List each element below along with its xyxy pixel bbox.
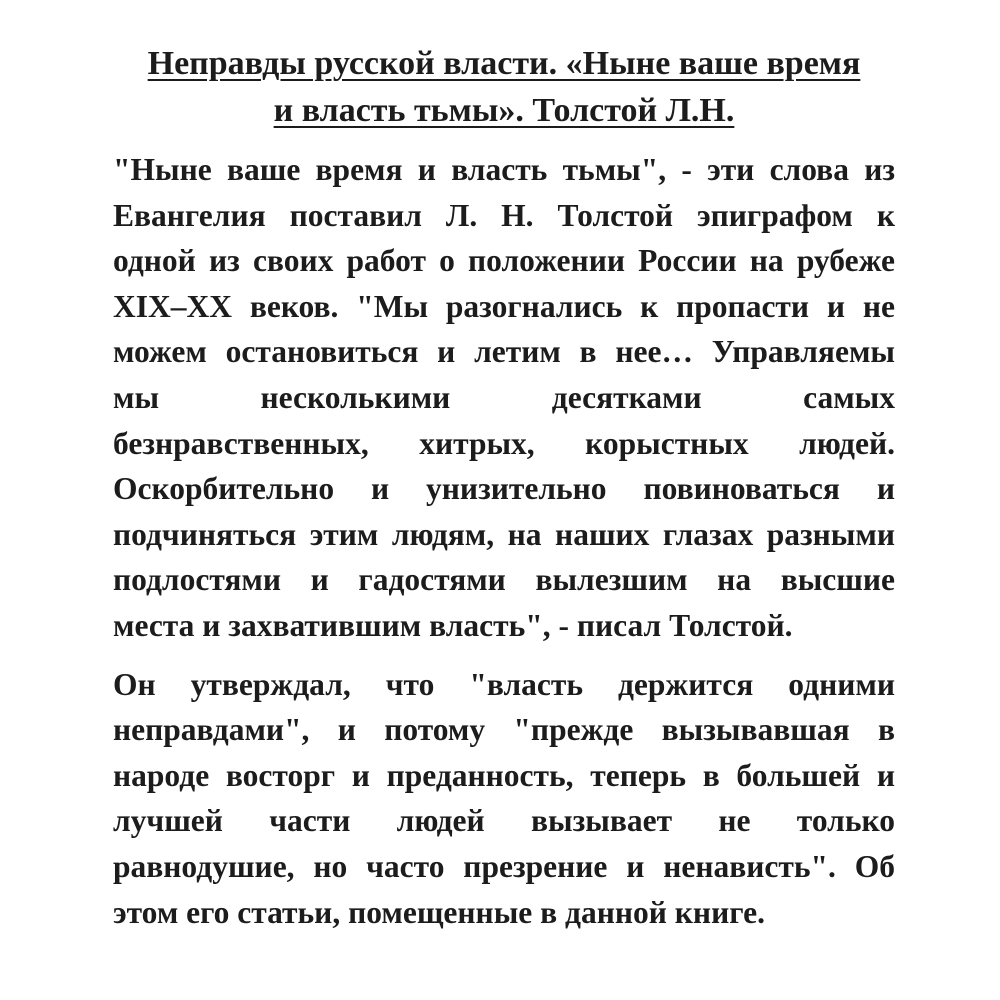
text-line: Евангелия поставил Л. Н. Толстой эпиграфом к: [113, 197, 895, 233]
title-line: Неправды русской власти. «Ныне ваше время: [147, 45, 861, 82]
text-line: одной из своих работ о положении России на рубеже: [113, 243, 895, 279]
text-line: Он утверждал, что "власть держится одними: [113, 666, 895, 702]
text-line: "Ныне ваше время и власть тьмы", - эти слова из: [113, 152, 895, 187]
text-line: можем остановиться и летим в нее… Управляемы: [113, 334, 895, 370]
text-line: подлостями и гадостями вылезшим на высшие: [113, 562, 895, 598]
paragraph-commentary: [113, 662, 895, 936]
text-line: безнравственных, хитрых, корыстных людей.: [113, 425, 895, 461]
document-title: [113, 40, 895, 134]
text-line: Оскорбительно и унизительно повиноваться и: [113, 471, 895, 507]
text-line: XIX–XX веков. "Мы разогнались к пропасти и не: [113, 288, 895, 324]
text-line: народе восторг и преданность, теперь в большей и: [113, 757, 895, 793]
text-line: этом его статьи, помещенные в данной книге.: [113, 894, 765, 930]
text-line: подчиняться этим людям, на наших глазах разными: [113, 516, 895, 552]
text-line: лучшей части людей вызывает не только: [113, 803, 895, 839]
paragraph-quote: [113, 147, 895, 649]
text-line: неправдами", и потому "прежде вызывавшая в: [113, 712, 895, 748]
text-line: мы несколькими десятками самых: [113, 379, 895, 415]
title-line: и власть тьмы». Толстой Л.Н.: [273, 92, 735, 129]
text-line: равнодушие, но часто презрение и ненависть". Об: [113, 848, 895, 884]
text-line: места и захватившим власть", - писал Толстой.: [113, 607, 793, 643]
document-page: [113, 40, 895, 935]
